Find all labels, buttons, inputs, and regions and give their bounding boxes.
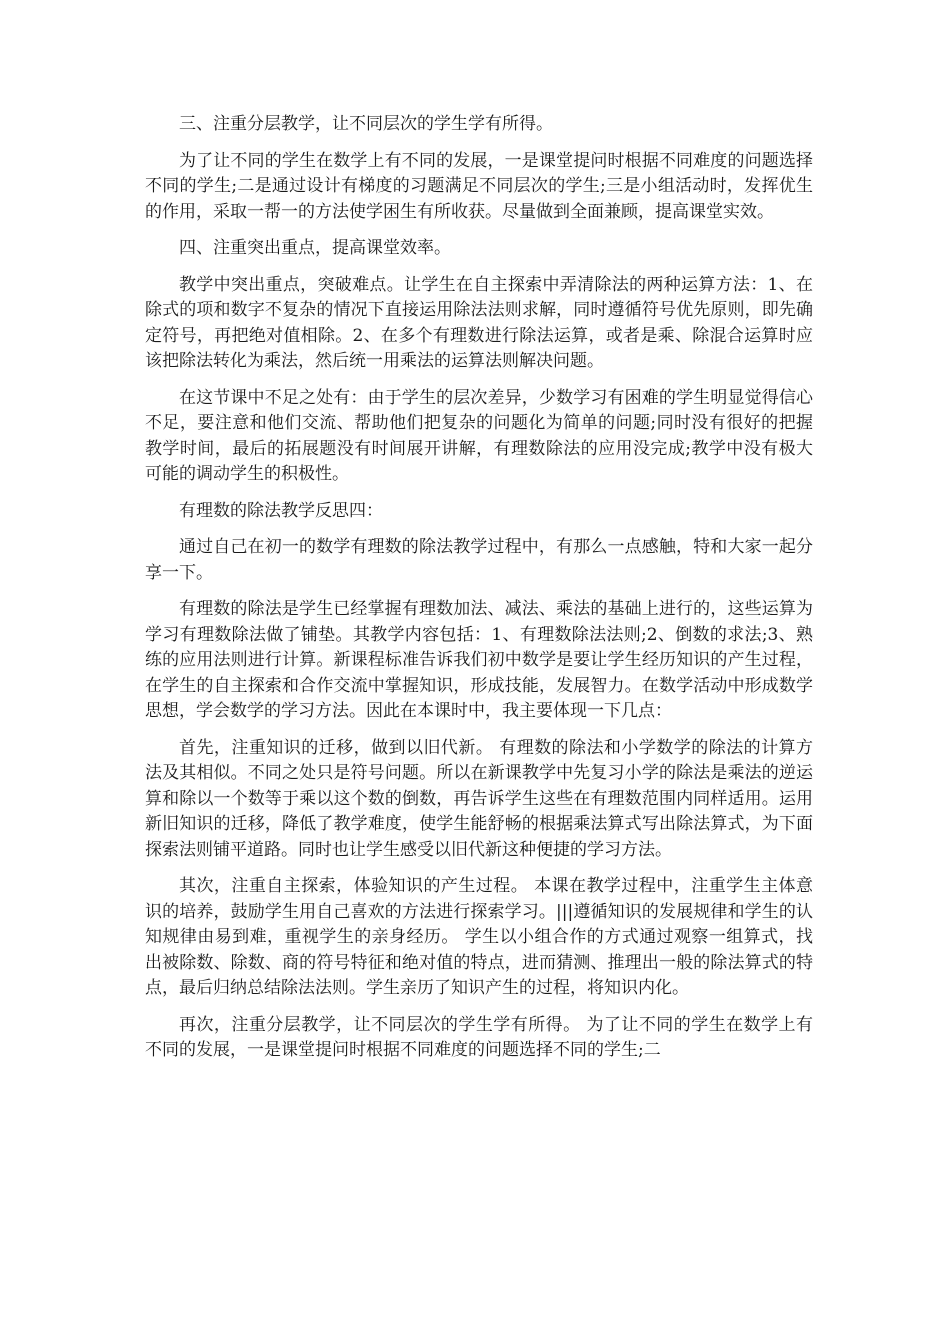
paragraph: 有理数的除法是学生已经掌握有理数加法、减法、乘法的基础上进行的，这些运算为学习有理数除法做了铺垫。其教学内容包括：1、有理数除法法则;2、倒数的求法;3、熟练的应用法则进行计算。新课程标准告诉我们初中数学是要让学生经历知识的产生过程，在学生的自主探索和合作交流中掌握知识，形成技能，发展智力。在数学活动中形成数学思想，学会数学的学习方法。因此在本课时中，我主要体现一下几点： <box>145 599 813 721</box>
paragraph: 首先，注重知识的迁移，做到以旧代新。 有理数的除法和小学数学的除法的计算方法及其相似。不同之处只是符号问题。所以在新课教学中先复习小学的除法是乘法的逆运算和除以一个数等于乘以这个数的倒数，再告诉学生这些在有理数范围内同样适用。运用新旧知识的迁移，降低了教学难度，使学生能舒畅的根据乘法算式写出除法算式，为下面探索法则铺平道路。同时也让学生感受以旧代新这种便捷的学习方法。 <box>145 737 813 860</box>
paragraph: 再次，注重分层教学，让不同层次的学生学有所得。 为了让不同的学生在数学上有不同的发展，一是课堂提问时根据不同难度的问题选择不同的学生;二 <box>145 1014 813 1060</box>
document-body <box>145 112 813 1075</box>
paragraph: 为了让不同的学生在数学上有不同的发展，一是课堂提问时根据不同难度的问题选择不同的学生;二是通过设计有梯度的习题满足不同层次的学生;三是小组活动时，发挥优生的作用，采取一帮一的方法使学困生有所收获。尽量做到全面兼顾，提高课堂实效。 <box>145 150 813 222</box>
section-title: 有理数的除法教学反思四： <box>179 500 383 521</box>
paragraph: 教学中突出重点，突破难点。让学生在自主探索中弄清除法的两种运算方法：1、在除式的项和数字不复杂的情况下直接运用除法法则求解，同时遵循符号优先原则，即先确定符号，再把绝对值相除。2、在多个有理数进行除法运算，或者是乘、除混合运算时应该把除法转化为乘法，然后统一用乘法的运算法则解决问题。 <box>145 274 813 371</box>
section-heading-3: 三、注重分层教学，让不同层次的学生学有所得。 <box>179 114 553 134</box>
paragraph: 其次，注重自主探索，体验知识的产生过程。 本课在教学过程中，注重学生主体意识的培养，鼓励学生用自己喜欢的方法进行探索学习。|||遵循知识的发展规律和学生的认知规律由易到难，重视学生的亲身经历。 学生以小组合作的方式通过观察一组算式，找出被除数、除数、商的符号特征和绝对值的特点，进而猜测、推理出一般的除法算式的特点，最后归纳总结除法法则。学生亲历了知识产生的过程，将知识内化。 <box>145 876 813 998</box>
section-heading-4: 四、注重突出重点，提高课堂效率。 <box>179 238 451 258</box>
paragraph: 通过自己在初一的数学有理数的除法教学过程中，有那么一点感触，特和大家一起分享一下。 <box>145 537 813 583</box>
paragraph: 在这节课中不足之处有：由于学生的层次差异，少数学习有困难的学生明显觉得信心不足，要注意和他们交流、帮助他们把复杂的问题化为简单的问题;同时没有很好的把握教学时间，最后的拓展题没有时间展开讲解，有理数除法的应用没完成;教学中没有极大可能的调动学生的积极性。 <box>145 387 813 484</box>
